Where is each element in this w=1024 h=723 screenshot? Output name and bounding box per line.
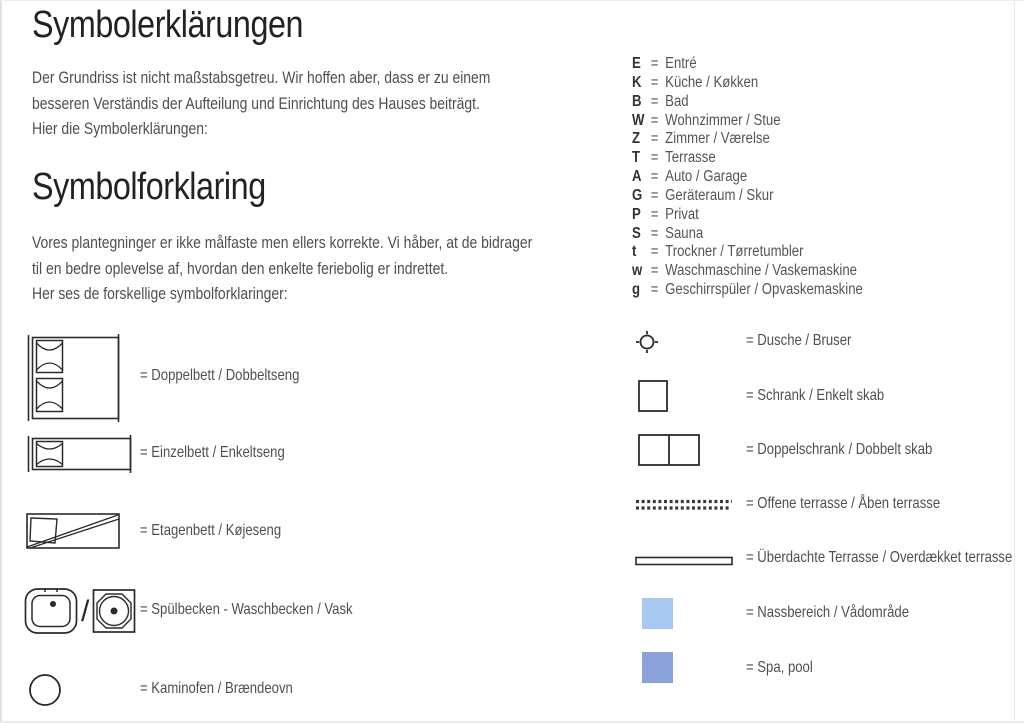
page-title-danish: Symbolforklaring	[32, 166, 266, 208]
room-abbreviation-list	[632, 55, 863, 300]
legend-label-spa-pool: = Spa, pool	[746, 659, 813, 676]
intro-line: Der Grundriss ist nicht maßstabsgetreu. Wir hoffen aber, dass er zu einem	[32, 68, 491, 87]
intro-line: Vores plantegninger er ikke målfaste men ellers korrekte. Vi håber, at de bidrager	[32, 233, 533, 252]
equals-sign: =	[650, 73, 659, 91]
intro-line: besseren Verständis der Aufteilung und Einrichtung des Hauses beiträgt.	[32, 93, 480, 113]
abbreviation-key: A	[632, 168, 642, 186]
legend-label-sink: = Spülbecken - Waschbecken / Vask	[140, 601, 353, 618]
intro-line: Her ses de forskellige symbolforklaringer:	[32, 284, 288, 303]
intro-paragraph-german	[32, 65, 490, 142]
sink-washbasin-icons	[24, 587, 136, 640]
abbreviation-row	[632, 243, 863, 262]
spa-pool-swatch	[642, 652, 673, 683]
intro-line: Hier die Symbolerklärungen:	[32, 119, 208, 138]
legend-label-wet-area: = Nassbereich / Vådområde	[746, 604, 910, 621]
abbreviation-row	[632, 281, 863, 300]
abbreviation-key: S	[632, 224, 641, 242]
abbreviation-key: t	[632, 243, 637, 261]
equals-sign: =	[650, 130, 659, 148]
equals-sign: =	[650, 149, 659, 167]
abbreviation-row	[632, 168, 863, 187]
intro-paragraph-danish	[32, 230, 532, 307]
equals-sign: =	[650, 92, 659, 110]
abbreviation-key: w	[632, 262, 643, 280]
abbreviation-value: Wohnzimmer / Stue	[665, 111, 781, 129]
wood-stove-icon	[28, 673, 62, 712]
equals-sign: =	[650, 224, 659, 242]
legend-label-covered-terrace: = Überdachte Terrasse / Overdækket terrasse	[746, 549, 1013, 566]
covered-terrace-icon	[635, 553, 733, 571]
scan-edge-line	[1014, 1, 1015, 721]
single-bed-icon	[26, 435, 134, 478]
legend-label-single-cabinet: = Schrank / Enkelt skab	[746, 387, 885, 404]
abbreviation-value: Terrasse	[665, 149, 716, 167]
legend-label-bunk-bed: = Etagenbett / Køjeseng	[140, 522, 282, 539]
abbreviation-key: G	[632, 186, 643, 204]
abbreviation-row	[632, 55, 863, 74]
abbreviation-row	[632, 112, 863, 131]
abbreviation-value: Küche / Køkken	[665, 73, 759, 91]
abbreviation-value: Bad	[665, 92, 689, 110]
kitchen-sink-icon	[24, 587, 78, 640]
equals-sign: =	[650, 111, 659, 129]
abbreviation-row	[632, 225, 863, 244]
abbreviation-value: Entré	[665, 55, 697, 72]
equals-sign: =	[650, 243, 659, 261]
legend-label-open-terrace: = Offene terrasse / Åben terrasse	[746, 495, 941, 512]
abbreviation-row	[632, 206, 863, 225]
bunk-bed-icon	[26, 513, 120, 554]
equals-sign: =	[650, 186, 659, 204]
single-cabinet-icon	[638, 380, 668, 417]
page-title-german: Symbolerklärungen	[32, 4, 304, 46]
legend-label-double-bed: = Doppelbett / Dobbeltseng	[140, 367, 300, 384]
abbreviation-key: K	[632, 73, 642, 91]
abbreviation-row	[632, 187, 863, 206]
abbreviation-value: Geschirrspüler / Opvaskemaskine	[665, 281, 863, 299]
shower-icon	[635, 330, 659, 359]
slash-separator: /	[81, 594, 90, 628]
legend-label-shower: = Dusche / Bruser	[746, 332, 852, 349]
equals-sign: =	[650, 168, 659, 186]
abbreviation-value: Sauna	[665, 224, 704, 242]
abbreviation-key: E	[632, 55, 641, 72]
double-bed-icon	[26, 334, 122, 427]
legend-label-single-bed: = Einzelbett / Enkeltseng	[140, 444, 285, 461]
legend-label-wood-stove: = Kaminofen / Brændeovn	[140, 680, 293, 697]
abbreviation-row	[632, 93, 863, 112]
abbreviation-key: g	[632, 281, 641, 299]
wet-area-swatch	[642, 598, 673, 629]
abbreviation-key: T	[632, 149, 641, 167]
abbreviation-key: B	[632, 92, 642, 110]
abbreviation-key: P	[632, 205, 641, 223]
abbreviation-row	[632, 74, 863, 93]
abbreviation-value: Zimmer / Værelse	[665, 130, 770, 148]
intro-line: til en bedre oplevelse af, hvordan den enkelte feriebolig er indrettet.	[32, 258, 449, 278]
legend-label-double-cabinet: = Doppelschrank / Dobbelt skab	[746, 441, 933, 458]
abbreviation-value: Geräteraum / Skur	[665, 186, 774, 204]
equals-sign: =	[650, 55, 659, 72]
abbreviation-key: W	[632, 111, 645, 129]
abbreviation-value: Waschmaschine / Vaskemaskine	[665, 262, 857, 280]
double-cabinet-icon	[638, 434, 700, 471]
abbreviation-value: Privat	[665, 205, 699, 223]
equals-sign: =	[650, 281, 659, 299]
open-terrace-icon	[635, 498, 733, 516]
abbreviation-row	[632, 149, 863, 168]
abbreviation-value: Auto / Garage	[665, 168, 748, 186]
equals-sign: =	[650, 262, 659, 280]
washbasin-icon	[92, 587, 136, 640]
abbreviation-row	[632, 262, 863, 281]
abbreviation-key: Z	[632, 130, 641, 148]
equals-sign: =	[650, 205, 659, 223]
abbreviation-value: Trockner / Tørretumbler	[665, 243, 804, 261]
abbreviation-row	[632, 130, 863, 149]
